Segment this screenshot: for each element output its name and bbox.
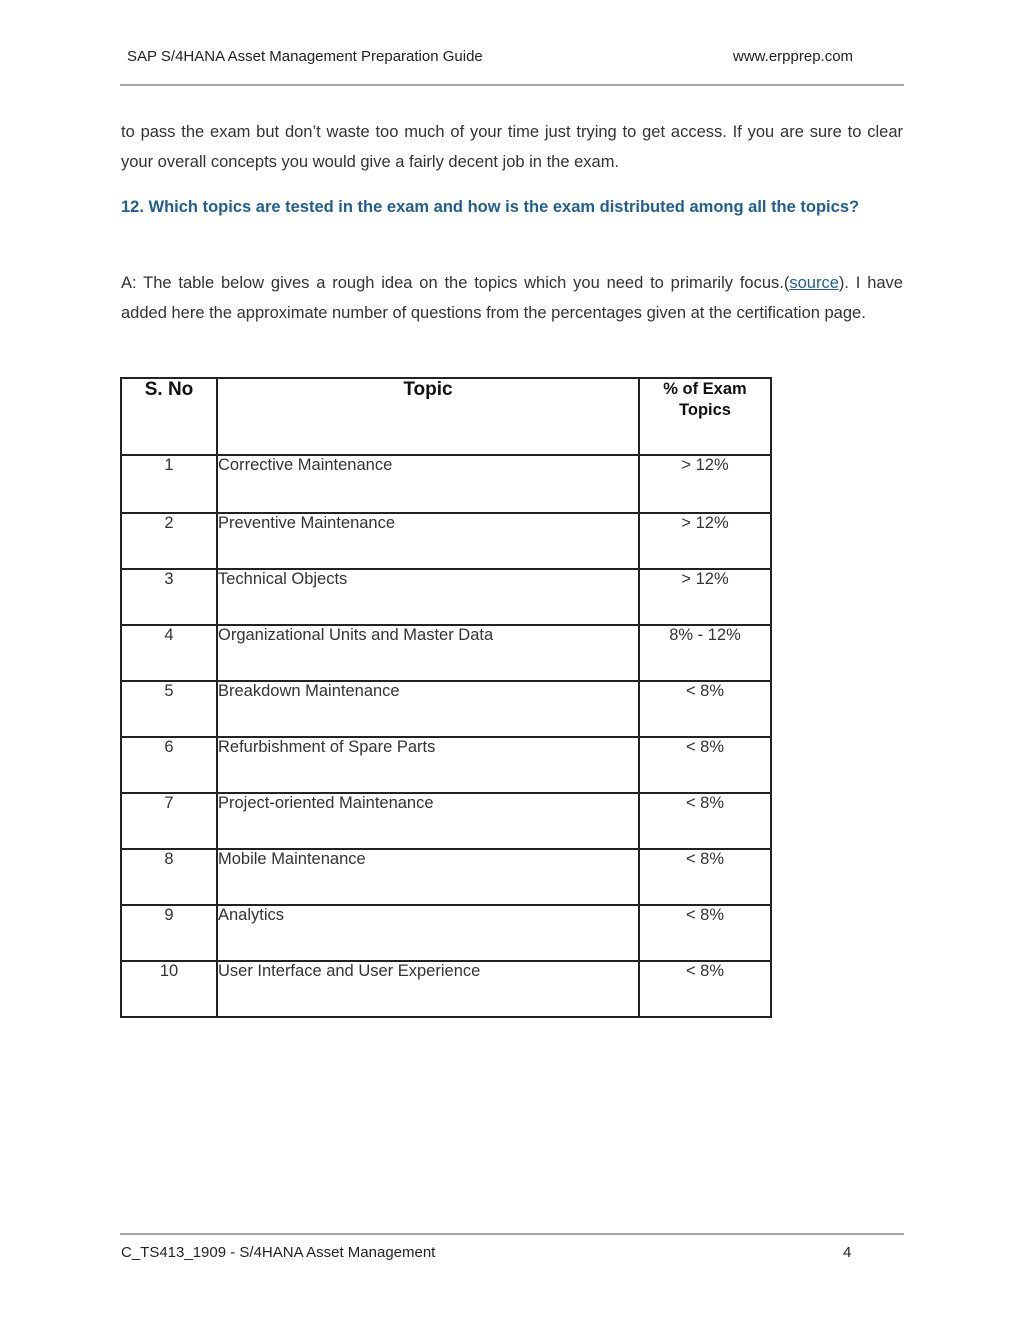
percentage-cell: > 12% bbox=[639, 455, 771, 513]
answer-paragraph bbox=[121, 268, 903, 328]
topic-cell: Organizational Units and Master Data bbox=[217, 625, 639, 681]
header-topic: Topic bbox=[217, 378, 639, 455]
topic-cell: Breakdown Maintenance bbox=[217, 681, 639, 737]
page-number: 4 bbox=[843, 1244, 852, 1261]
percentage-cell: < 8% bbox=[639, 849, 771, 905]
answer-text-end: ). I have added here the approximate number of questions from the percentages given at the certification page. bbox=[121, 274, 903, 322]
header-exam-percentage: % of Exam Topics bbox=[639, 378, 771, 455]
topic-cell: Refurbishment of Spare Parts bbox=[217, 737, 639, 793]
table-row bbox=[121, 793, 771, 849]
serial-number-cell: 6 bbox=[121, 737, 217, 793]
table-row bbox=[121, 625, 771, 681]
serial-number-cell: 8 bbox=[121, 849, 217, 905]
topic-cell: Mobile Maintenance bbox=[217, 849, 639, 905]
question-heading: 12. Which topics are tested in the exam and how is the exam distributed among all the topics? bbox=[121, 198, 860, 216]
percentage-cell: < 8% bbox=[639, 681, 771, 737]
percentage-cell: < 8% bbox=[639, 961, 771, 1017]
percentage-cell: < 8% bbox=[639, 905, 771, 961]
serial-number-cell: 9 bbox=[121, 905, 217, 961]
header-divider bbox=[120, 84, 904, 86]
table-row bbox=[121, 455, 771, 513]
intro-paragraph: to pass the exam but don’t waste too much of your time just trying to get access. If you are sure to clear your overall concepts you would give a fairly decent job in the exam. bbox=[121, 123, 903, 171]
percentage-cell: 8% - 12% bbox=[639, 625, 771, 681]
topic-cell: Analytics bbox=[217, 905, 639, 961]
table-header-row bbox=[121, 378, 771, 455]
table-row bbox=[121, 681, 771, 737]
footer-divider bbox=[120, 1233, 904, 1235]
topic-cell: Preventive Maintenance bbox=[217, 513, 639, 569]
serial-number-cell: 3 bbox=[121, 569, 217, 625]
header-serial-number: S. No bbox=[121, 378, 217, 455]
header-title: SAP S/4HANA Asset Management Preparation Guide bbox=[127, 48, 483, 65]
serial-number-cell: 10 bbox=[121, 961, 217, 1017]
header-website: www.erpprep.com bbox=[733, 48, 854, 65]
serial-number-cell: 4 bbox=[121, 625, 217, 681]
table-row bbox=[121, 961, 771, 1017]
answer-text-start: A: The table below gives a rough idea on the topics which you need to primarily focus.( bbox=[121, 274, 790, 292]
topic-cell: Project-oriented Maintenance bbox=[217, 793, 639, 849]
percentage-cell: > 12% bbox=[639, 569, 771, 625]
topic-cell: User Interface and User Experience bbox=[217, 961, 639, 1017]
percentage-cell: < 8% bbox=[639, 793, 771, 849]
topic-cell: Technical Objects bbox=[217, 569, 639, 625]
table-row bbox=[121, 737, 771, 793]
serial-number-cell: 1 bbox=[121, 455, 217, 513]
source-link[interactable]: source bbox=[789, 274, 839, 292]
table-row bbox=[121, 905, 771, 961]
table-row bbox=[121, 569, 771, 625]
exam-topics-table bbox=[120, 377, 772, 1018]
table-row bbox=[121, 849, 771, 905]
percentage-cell: < 8% bbox=[639, 737, 771, 793]
serial-number-cell: 7 bbox=[121, 793, 217, 849]
footer-document-code: C_TS413_1909 - S/4HANA Asset Management bbox=[121, 1244, 436, 1261]
serial-number-cell: 2 bbox=[121, 513, 217, 569]
serial-number-cell: 5 bbox=[121, 681, 217, 737]
percentage-cell: > 12% bbox=[639, 513, 771, 569]
topic-cell: Corrective Maintenance bbox=[217, 455, 639, 513]
table-row bbox=[121, 513, 771, 569]
